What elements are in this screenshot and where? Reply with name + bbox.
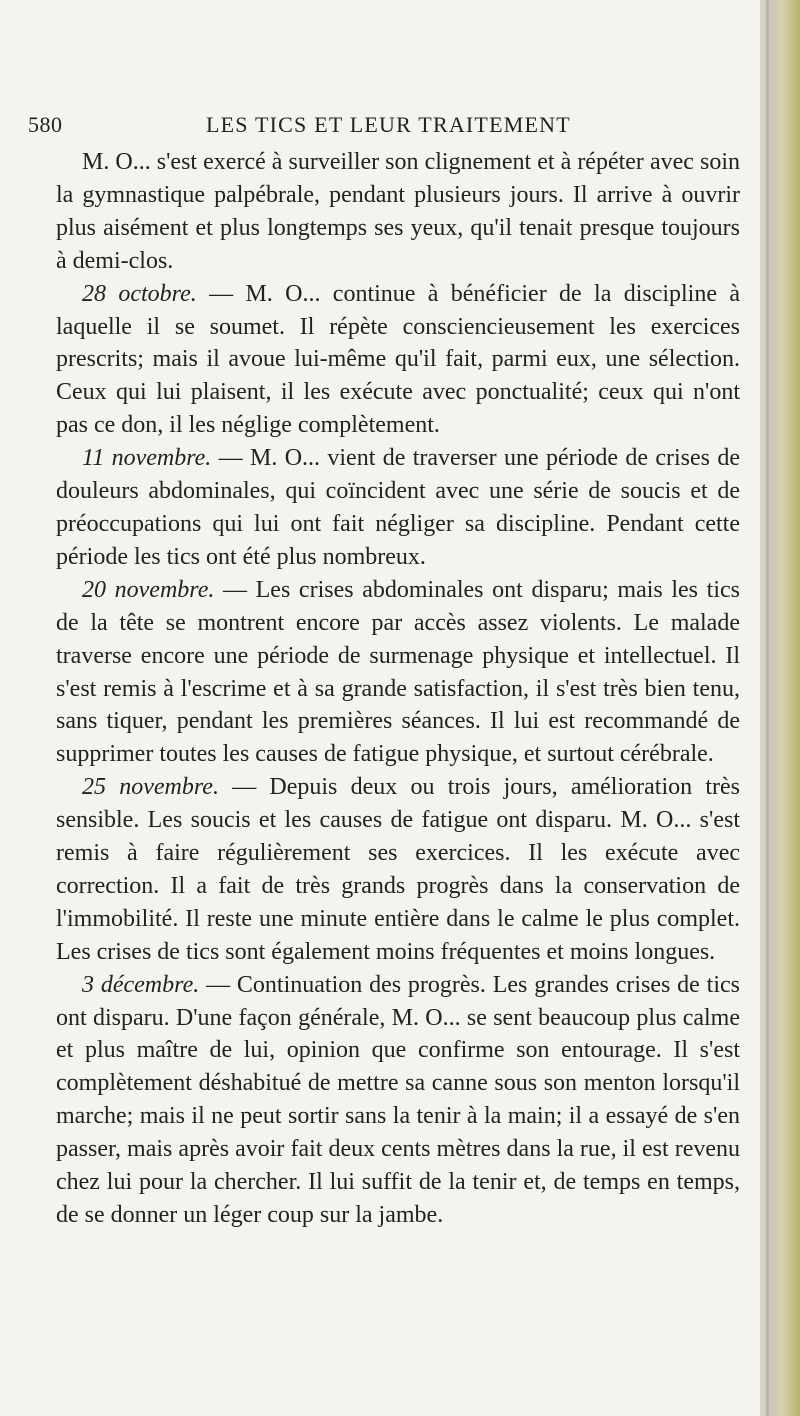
page-number: 580 (28, 112, 63, 137)
running-head (28, 112, 748, 142)
paragraph-intro (56, 146, 740, 278)
entry-20-novembre (56, 574, 740, 771)
entry-date: 3 décembre. (82, 971, 200, 998)
entry-25-novembre (56, 771, 740, 968)
page-gutter-edge (760, 0, 800, 1416)
entry-text: — M. O... vient de traverser une période de crises de douleurs abdominales, qui coïncident avec une série de soucis et de préoccupations qui lui ont fait négliger sa discipline. Pendant cette période les tics ont été plus nombreux. (56, 445, 740, 570)
body-text (56, 146, 740, 1232)
entry-11-novembre (56, 442, 740, 574)
entry-date: 11 novembre. (82, 445, 212, 472)
entry-28-octobre (56, 278, 740, 443)
entry-text: — Continuation des progrès. Les grandes crises de tics ont disparu. D'une façon générale, M. O... se sent beaucoup plus calme et plus maître de lui, opinion que confirme son entourage. Il s'est complètement déshabitué de mettre sa canne sous son menton lorsqu'il marche; mais il ne peut sortir sans la tenir à la main; il a essayé de s'en passer, mais après avoir fait deux cents mètres dans la rue, il est revenu chez lui pour la chercher. Il lui suffit de la tenir et, de temps en temps, de se donner un léger coup sur la jambe. (56, 971, 741, 1228)
entry-date: 20 novembre. (82, 576, 215, 603)
entry-date: 25 novembre. (82, 774, 219, 801)
running-title: LES TICS ET LEUR TRAITEMENT (206, 112, 571, 137)
entry-3-decembre (56, 969, 740, 1232)
entry-text: — M. O... continue à bénéficier de la discipline à laquelle il se soumet. Il répète consciencieusement les exercices prescrits; mais il avoue lui-même qu'il fait, parmi eux, une sélection. Ceux qui lui plaisent, il les exécute avec ponctualité; ceux qui n'ont pas ce don, il les néglige complètement. (56, 280, 740, 439)
entry-text: — Depuis deux ou trois jours, amélioration très sensible. Les soucis et les causes de fatigue ont disparu. M. O... s'est remis à faire régulièrement ses exercices. Il les exécute avec correction. Il a fait de très grands progrès dans la conservation de l'immobilité. Il reste une minute entière dans le calme le plus complet. Les crises de tics sont également moins fréquentes et moins longues. (56, 774, 740, 965)
entry-date: 28 octobre. (82, 280, 197, 307)
entry-text: — Les crises abdominales ont disparu; mais les tics de la tête se montrent encore par accès assez violents. Le malade traverse encore une période de surmenage physique et intellectuel. Il s'est remis à l'escrime et à sa grande satisfaction, il s'est très bien tenu, sans tiquer, pendant les premières séances. Il lui est recommandé de supprimer toutes les causes de fatigue physique, et surtout cérébrale. (56, 576, 740, 768)
paragraph-text: M. O... s'est exercé à surveiller son clignement et à répéter avec soin la gymnastique palpébrale, pendant plusieurs jours. Il arrive à ouvrir plus aisément et plus longtemps ses yeux, qu'il tenait presque toujours à demi-clos. (56, 149, 740, 274)
